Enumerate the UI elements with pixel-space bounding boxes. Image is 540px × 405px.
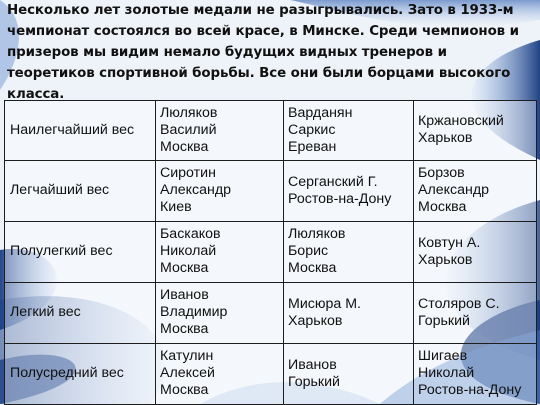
cell-line: Варданян — [288, 104, 353, 121]
place-third-cell — [414, 344, 537, 405]
table-row — [5, 283, 537, 344]
cell-line: Борзов — [418, 165, 465, 181]
place-first-cell — [156, 161, 284, 222]
place-third-cell — [414, 101, 537, 161]
cell-line: Баскаков — [160, 226, 221, 242]
intro-paragraph: Несколько лет золотые медали не разыгрывались. Зато в 1933-м чемпионат состоялся во всей красе, в Минске. Среди чемпионов и призеров мы видим немало будущих видных тренеров и теоретиков спортивной борьбы. Все они были борцами высокого класса. — [7, 3, 519, 102]
cell-line: Москва — [160, 138, 209, 155]
weight-category-cell: Полулегкий вес — [5, 222, 156, 283]
cell-line: Москва — [288, 260, 337, 276]
cell-line: Серганский Г. — [288, 173, 378, 190]
place-first-cell — [156, 222, 284, 283]
table-row — [5, 344, 537, 405]
medal-table — [4, 100, 537, 405]
cell-line: Мисюра М. — [288, 295, 361, 312]
place-third-cell — [414, 283, 537, 344]
cell-line: Харьков — [288, 312, 343, 329]
cell-line: Сиротин — [160, 165, 216, 181]
medal-table-body — [5, 101, 537, 405]
table-row — [5, 161, 537, 222]
cell-line: Москва — [160, 260, 209, 276]
cell-line: Харьков — [418, 130, 473, 146]
cell-line: Горький — [288, 373, 340, 390]
cell-line: Ростов-на-Дону — [418, 382, 522, 398]
place-third-cell — [414, 161, 537, 222]
cell-line: Василий — [160, 121, 217, 138]
weight-category-cell: Легчайший вес — [5, 161, 156, 222]
cell-line: Николай — [418, 365, 475, 381]
cell-line: Москва — [160, 321, 209, 337]
weight-category-cell: Наилегчайший вес — [5, 101, 156, 161]
cell-line: Столяров С. — [418, 295, 500, 312]
cell-line: Москва — [160, 382, 209, 398]
cell-line: Москва — [418, 199, 467, 215]
cell-line: Ростов-на-Дону — [288, 190, 392, 207]
cell-line: Люляков — [160, 104, 218, 121]
cell-line: Владимир — [160, 304, 228, 320]
cell-line: Катулин — [160, 348, 214, 364]
cell-line: Николай — [160, 243, 217, 259]
place-second-cell — [284, 222, 414, 283]
table-row — [5, 222, 537, 283]
cell-line: Александр — [160, 182, 231, 198]
place-third-cell — [414, 222, 537, 283]
place-second-cell — [284, 161, 414, 222]
cell-line: Иванов — [160, 287, 209, 303]
cell-line: Александр — [418, 182, 489, 198]
cell-line: Саркис — [288, 121, 336, 138]
weight-category-cell: Полусредний вес — [5, 344, 156, 405]
cell-line: Харьков — [418, 251, 473, 268]
cell-line: Шигаев — [418, 348, 468, 364]
cell-line: Кржановский — [418, 113, 504, 129]
cell-line: Люляков — [288, 226, 346, 242]
place-second-cell — [284, 344, 414, 405]
cell-line: Иванов — [288, 356, 337, 373]
cell-line: Горький — [418, 312, 470, 329]
place-first-cell — [156, 101, 284, 161]
place-first-cell — [156, 344, 284, 405]
cell-line: Алексей — [160, 365, 215, 381]
cell-line: Ковтун А. — [418, 234, 481, 251]
cell-line: Борис — [288, 243, 329, 259]
cell-line: Киев — [160, 199, 192, 215]
table-row — [5, 101, 537, 161]
weight-category-cell: Легкий вес — [5, 283, 156, 344]
place-second-cell — [284, 101, 414, 161]
cell-line: Ереван — [288, 138, 337, 155]
place-second-cell — [284, 283, 414, 344]
place-first-cell — [156, 283, 284, 344]
